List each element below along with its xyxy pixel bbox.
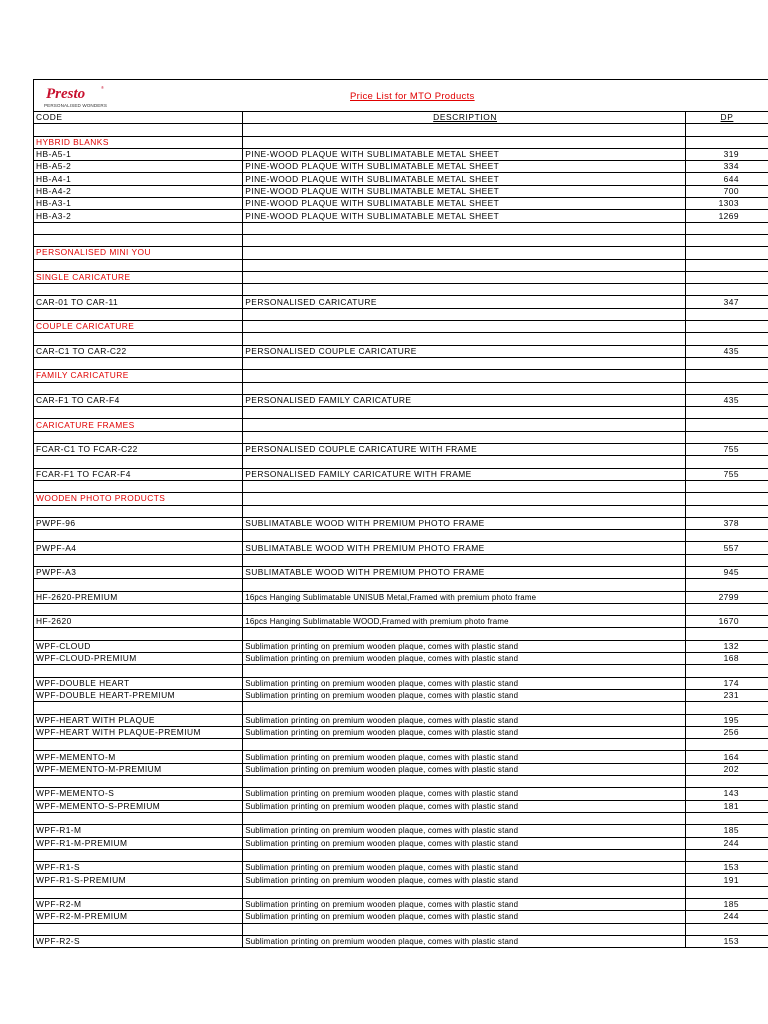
table-row	[34, 542, 768, 554]
code-cell	[34, 333, 243, 345]
description-cell	[243, 480, 686, 492]
description-cell: PINE-WOOD PLAQUE WITH SUBLIMATABLE METAL SHEET	[243, 161, 686, 173]
dp-cell	[685, 603, 768, 615]
dp-cell: 334	[685, 161, 768, 173]
table-row	[34, 284, 768, 296]
table-row	[34, 148, 768, 160]
table-row	[34, 751, 768, 763]
description-cell	[243, 628, 686, 640]
description-cell: Sublimation printing on premium wooden plaque, comes with plastic stand	[243, 640, 686, 652]
table-row	[34, 407, 768, 419]
description-cell	[243, 407, 686, 419]
dp-cell	[685, 628, 768, 640]
description-cell	[243, 923, 686, 935]
table-row	[34, 161, 768, 173]
table-row	[34, 837, 768, 849]
table-row	[34, 714, 768, 726]
description-cell: Sublimation printing on premium wooden plaque, comes with plastic stand	[243, 837, 686, 849]
code-cell	[34, 739, 243, 751]
table-row	[34, 554, 768, 566]
table-row	[34, 763, 768, 775]
description-cell: Sublimation printing on premium wooden plaque, comes with plastic stand	[243, 677, 686, 689]
section-row	[34, 493, 768, 505]
dp-cell	[685, 431, 768, 443]
section-title: SINGLE CARICATURE	[34, 271, 243, 283]
page-title: Price List for MTO Products	[350, 91, 475, 102]
code-cell: WPF-MEMENTO-S	[34, 788, 243, 800]
table-row	[34, 677, 768, 689]
dp-cell	[685, 247, 768, 259]
description-cell	[243, 370, 686, 382]
description-cell: Sublimation printing on premium wooden plaque, comes with plastic stand	[243, 653, 686, 665]
dp-cell	[685, 419, 768, 431]
description-cell: SUBLIMATABLE WOOD WITH PREMIUM PHOTO FRAME	[243, 566, 686, 578]
table-row	[34, 210, 768, 222]
section-row	[34, 136, 768, 148]
code-cell: FCAR-C1 TO FCAR-C22	[34, 444, 243, 456]
description-cell: Sublimation printing on premium wooden plaque, comes with plastic stand	[243, 899, 686, 911]
description-cell: PERSONALISED FAMILY CARICATURE	[243, 394, 686, 406]
code-cell	[34, 665, 243, 677]
table-row	[34, 308, 768, 320]
code-cell: WPF-DOUBLE HEART-PREMIUM	[34, 689, 243, 701]
code-cell: WPF-R2-M-PREMIUM	[34, 911, 243, 923]
dp-cell	[685, 333, 768, 345]
table-row	[34, 431, 768, 443]
code-cell	[34, 259, 243, 271]
code-cell: WPF-DOUBLE HEART	[34, 677, 243, 689]
description-cell	[243, 554, 686, 566]
description-cell: Sublimation printing on premium wooden plaque, comes with plastic stand	[243, 751, 686, 763]
dp-cell	[685, 923, 768, 935]
section-row	[34, 271, 768, 283]
code-cell: FCAR-F1 TO FCAR-F4	[34, 468, 243, 480]
code-cell	[34, 357, 243, 369]
dp-cell	[685, 530, 768, 542]
description-cell	[243, 333, 686, 345]
dp-cell: 435	[685, 394, 768, 406]
dp-cell	[685, 505, 768, 517]
table-row	[34, 788, 768, 800]
code-cell: HB-A5-2	[34, 161, 243, 173]
code-cell	[34, 579, 243, 591]
table-row	[34, 726, 768, 738]
table-row	[34, 591, 768, 603]
code-cell	[34, 776, 243, 788]
description-cell: Sublimation printing on premium wooden plaque, comes with plastic stand	[243, 825, 686, 837]
code-cell	[34, 628, 243, 640]
table-row	[34, 382, 768, 394]
dp-cell: 164	[685, 751, 768, 763]
dp-cell	[685, 222, 768, 234]
dp-cell	[685, 321, 768, 333]
dp-cell	[685, 886, 768, 898]
code-cell: HB-A5-1	[34, 148, 243, 160]
code-cell: PWPF-96	[34, 517, 243, 529]
dp-cell	[685, 234, 768, 246]
dp-cell: 168	[685, 653, 768, 665]
section-title: HYBRID BLANKS	[34, 136, 243, 148]
dp-cell: 185	[685, 825, 768, 837]
dp-cell	[685, 554, 768, 566]
dp-cell	[685, 407, 768, 419]
table-row	[34, 394, 768, 406]
dp-cell	[685, 849, 768, 861]
description-cell: PERSONALISED COUPLE CARICATURE WITH FRAME	[243, 444, 686, 456]
table-row	[34, 124, 768, 136]
table-row	[34, 198, 768, 210]
description-cell	[243, 321, 686, 333]
dp-cell: 435	[685, 345, 768, 357]
table-row	[34, 480, 768, 492]
dp-cell: 1269	[685, 210, 768, 222]
description-cell: SUBLIMATABLE WOOD WITH PREMIUM PHOTO FRAME	[243, 517, 686, 529]
description-cell	[243, 493, 686, 505]
table-row	[34, 530, 768, 542]
column-header-description: DESCRIPTION	[243, 112, 686, 124]
dp-cell: 945	[685, 566, 768, 578]
description-cell	[243, 812, 686, 824]
description-cell: PERSONALISED FAMILY CARICATURE WITH FRAME	[243, 468, 686, 480]
dp-cell	[685, 284, 768, 296]
code-cell: HF-2620-PREMIUM	[34, 591, 243, 603]
table-row	[34, 800, 768, 812]
description-cell: Sublimation printing on premium wooden plaque, comes with plastic stand	[243, 911, 686, 923]
table-row	[34, 333, 768, 345]
section-title: FAMILY CARICATURE	[34, 370, 243, 382]
dp-cell: 2799	[685, 591, 768, 603]
description-cell: Sublimation printing on premium wooden plaque, comes with plastic stand	[243, 935, 686, 947]
description-cell: PERSONALISED COUPLE CARICATURE	[243, 345, 686, 357]
code-cell	[34, 456, 243, 468]
dp-cell: 153	[685, 935, 768, 947]
description-cell: Sublimation printing on premium wooden plaque, comes with plastic stand	[243, 800, 686, 812]
code-cell: CAR-F1 TO CAR-F4	[34, 394, 243, 406]
description-cell	[243, 505, 686, 517]
dp-cell: 755	[685, 444, 768, 456]
description-cell: 16pcs Hanging Sublimatable WOOD,Framed with premium photo frame	[243, 616, 686, 628]
dp-cell: 174	[685, 677, 768, 689]
table-row	[34, 468, 768, 480]
code-cell: CAR-C1 TO CAR-C22	[34, 345, 243, 357]
description-cell: Sublimation printing on premium wooden plaque, comes with plastic stand	[243, 862, 686, 874]
description-cell	[243, 739, 686, 751]
dp-cell: 153	[685, 862, 768, 874]
description-cell	[243, 222, 686, 234]
table-row	[34, 812, 768, 824]
price-table	[33, 111, 768, 948]
dp-cell	[685, 739, 768, 751]
table-row	[34, 444, 768, 456]
table-row	[34, 345, 768, 357]
dp-cell: 143	[685, 788, 768, 800]
code-cell: HB-A3-2	[34, 210, 243, 222]
table-row	[34, 739, 768, 751]
description-cell: Sublimation printing on premium wooden plaque, comes with plastic stand	[243, 874, 686, 886]
code-cell	[34, 480, 243, 492]
dp-cell	[685, 776, 768, 788]
code-cell	[34, 812, 243, 824]
dp-cell	[685, 370, 768, 382]
dp-cell: 755	[685, 468, 768, 480]
code-cell: WPF-R1-S-PREMIUM	[34, 874, 243, 886]
description-cell	[243, 259, 686, 271]
dp-cell	[685, 579, 768, 591]
column-header-code: CODE	[34, 112, 243, 124]
dp-cell	[685, 456, 768, 468]
table-row	[34, 702, 768, 714]
section-title: COUPLE CARICATURE	[34, 321, 243, 333]
table-row	[34, 259, 768, 271]
section-title: PERSONALISED MINI YOU	[34, 247, 243, 259]
code-cell: WPF-CLOUD	[34, 640, 243, 652]
table-row	[34, 911, 768, 923]
code-cell	[34, 234, 243, 246]
table-row	[34, 579, 768, 591]
section-row	[34, 247, 768, 259]
table-row	[34, 628, 768, 640]
dp-cell: 256	[685, 726, 768, 738]
description-cell	[243, 886, 686, 898]
section-row	[34, 321, 768, 333]
description-cell	[243, 456, 686, 468]
description-cell: SUBLIMATABLE WOOD WITH PREMIUM PHOTO FRAME	[243, 542, 686, 554]
code-cell: PWPF-A3	[34, 566, 243, 578]
code-cell: WPF-MEMENTO-S-PREMIUM	[34, 800, 243, 812]
dp-cell	[685, 136, 768, 148]
svg-text:PERSONALISED WONDERS: PERSONALISED WONDERS	[44, 103, 108, 108]
description-cell: Sublimation printing on premium wooden plaque, comes with plastic stand	[243, 763, 686, 775]
code-cell: WPF-CLOUD-PREMIUM	[34, 653, 243, 665]
dp-cell: 244	[685, 837, 768, 849]
table-row	[34, 357, 768, 369]
dp-cell: 202	[685, 763, 768, 775]
table-row	[34, 825, 768, 837]
dp-cell: 244	[685, 911, 768, 923]
svg-text:Presto: Presto	[46, 86, 86, 102]
table-row	[34, 222, 768, 234]
description-cell: 16pcs Hanging Sublimatable UNISUB Metal,Framed with premium photo frame	[243, 591, 686, 603]
description-cell: Sublimation printing on premium wooden plaque, comes with plastic stand	[243, 714, 686, 726]
code-cell: WPF-R1-M-PREMIUM	[34, 837, 243, 849]
table-header-row	[34, 112, 768, 124]
description-cell: PERSONALISED CARICATURE	[243, 296, 686, 308]
dp-cell: 1670	[685, 616, 768, 628]
dp-cell	[685, 259, 768, 271]
table-row	[34, 849, 768, 861]
code-cell	[34, 603, 243, 615]
code-cell: WPF-R1-M	[34, 825, 243, 837]
dp-cell	[685, 271, 768, 283]
description-cell	[243, 849, 686, 861]
description-cell: PINE-WOOD PLAQUE WITH SUBLIMATABLE METAL SHEET	[243, 210, 686, 222]
price-list-sheet	[33, 79, 768, 948]
code-cell	[34, 308, 243, 320]
code-cell: HF-2620	[34, 616, 243, 628]
dp-cell	[685, 308, 768, 320]
description-cell	[243, 124, 686, 136]
description-cell: PINE-WOOD PLAQUE WITH SUBLIMATABLE METAL SHEET	[243, 185, 686, 197]
dp-cell: 644	[685, 173, 768, 185]
code-cell: HB-A4-1	[34, 173, 243, 185]
code-cell: WPF-MEMENTO-M	[34, 751, 243, 763]
code-cell: HB-A4-2	[34, 185, 243, 197]
table-row	[34, 603, 768, 615]
code-cell: WPF-R1-S	[34, 862, 243, 874]
dp-cell	[685, 665, 768, 677]
section-title: WOODEN PHOTO PRODUCTS	[34, 493, 243, 505]
description-cell	[243, 308, 686, 320]
table-row	[34, 456, 768, 468]
description-cell	[243, 702, 686, 714]
code-cell	[34, 702, 243, 714]
code-cell: WPF-HEART WITH PLAQUE	[34, 714, 243, 726]
dp-cell	[685, 812, 768, 824]
section-row	[34, 370, 768, 382]
dp-cell: 347	[685, 296, 768, 308]
code-cell	[34, 431, 243, 443]
table-row	[34, 653, 768, 665]
code-cell	[34, 554, 243, 566]
description-cell: PINE-WOOD PLAQUE WITH SUBLIMATABLE METAL SHEET	[243, 148, 686, 160]
dp-cell: 195	[685, 714, 768, 726]
table-row	[34, 566, 768, 578]
code-cell: WPF-MEMENTO-M-PREMIUM	[34, 763, 243, 775]
description-cell: PINE-WOOD PLAQUE WITH SUBLIMATABLE METAL SHEET	[243, 173, 686, 185]
description-cell: Sublimation printing on premium wooden plaque, comes with plastic stand	[243, 689, 686, 701]
dp-cell: 1303	[685, 198, 768, 210]
code-cell	[34, 222, 243, 234]
code-cell: CAR-01 TO CAR-11	[34, 296, 243, 308]
code-cell	[34, 505, 243, 517]
table-row	[34, 923, 768, 935]
table-row	[34, 665, 768, 677]
presto-logo	[42, 83, 132, 111]
code-cell: WPF-R2-M	[34, 899, 243, 911]
description-cell	[243, 284, 686, 296]
dp-cell	[685, 124, 768, 136]
table-row	[34, 899, 768, 911]
dp-cell: 181	[685, 800, 768, 812]
code-cell	[34, 530, 243, 542]
description-cell	[243, 530, 686, 542]
table-row	[34, 173, 768, 185]
table-row	[34, 776, 768, 788]
code-cell	[34, 124, 243, 136]
description-cell: Sublimation printing on premium wooden plaque, comes with plastic stand	[243, 788, 686, 800]
dp-cell: 191	[685, 874, 768, 886]
code-cell	[34, 886, 243, 898]
code-cell: WPF-HEART WITH PLAQUE-PREMIUM	[34, 726, 243, 738]
table-row	[34, 517, 768, 529]
code-cell	[34, 923, 243, 935]
sheet-header	[33, 79, 768, 111]
description-cell	[243, 665, 686, 677]
table-row	[34, 886, 768, 898]
dp-cell: 185	[685, 899, 768, 911]
code-cell	[34, 382, 243, 394]
description-cell	[243, 431, 686, 443]
code-cell: HB-A3-1	[34, 198, 243, 210]
svg-text:®: ®	[101, 85, 104, 90]
dp-cell	[685, 480, 768, 492]
dp-cell: 378	[685, 517, 768, 529]
description-cell	[243, 382, 686, 394]
description-cell	[243, 419, 686, 431]
description-cell	[243, 579, 686, 591]
dp-cell: 231	[685, 689, 768, 701]
table-row	[34, 296, 768, 308]
code-cell	[34, 284, 243, 296]
table-row	[34, 689, 768, 701]
description-cell: PINE-WOOD PLAQUE WITH SUBLIMATABLE METAL SHEET	[243, 198, 686, 210]
table-row	[34, 234, 768, 246]
column-header-dp: DP	[685, 112, 768, 124]
description-cell	[243, 247, 686, 259]
table-row	[34, 640, 768, 652]
description-cell	[243, 603, 686, 615]
code-cell	[34, 407, 243, 419]
description-cell	[243, 357, 686, 369]
dp-cell	[685, 382, 768, 394]
table-row	[34, 862, 768, 874]
table-row	[34, 185, 768, 197]
description-cell	[243, 234, 686, 246]
dp-cell: 557	[685, 542, 768, 554]
table-row	[34, 874, 768, 886]
description-cell	[243, 776, 686, 788]
table-row	[34, 935, 768, 947]
code-cell: PWPF-A4	[34, 542, 243, 554]
dp-cell: 319	[685, 148, 768, 160]
section-row	[34, 419, 768, 431]
table-row	[34, 505, 768, 517]
dp-cell	[685, 357, 768, 369]
description-cell: Sublimation printing on premium wooden plaque, comes with plastic stand	[243, 726, 686, 738]
table-row	[34, 616, 768, 628]
section-title: CARICATURE FRAMES	[34, 419, 243, 431]
dp-cell	[685, 702, 768, 714]
description-cell	[243, 136, 686, 148]
dp-cell: 132	[685, 640, 768, 652]
description-cell	[243, 271, 686, 283]
code-cell	[34, 849, 243, 861]
dp-cell: 700	[685, 185, 768, 197]
code-cell: WPF-R2-S	[34, 935, 243, 947]
dp-cell	[685, 493, 768, 505]
